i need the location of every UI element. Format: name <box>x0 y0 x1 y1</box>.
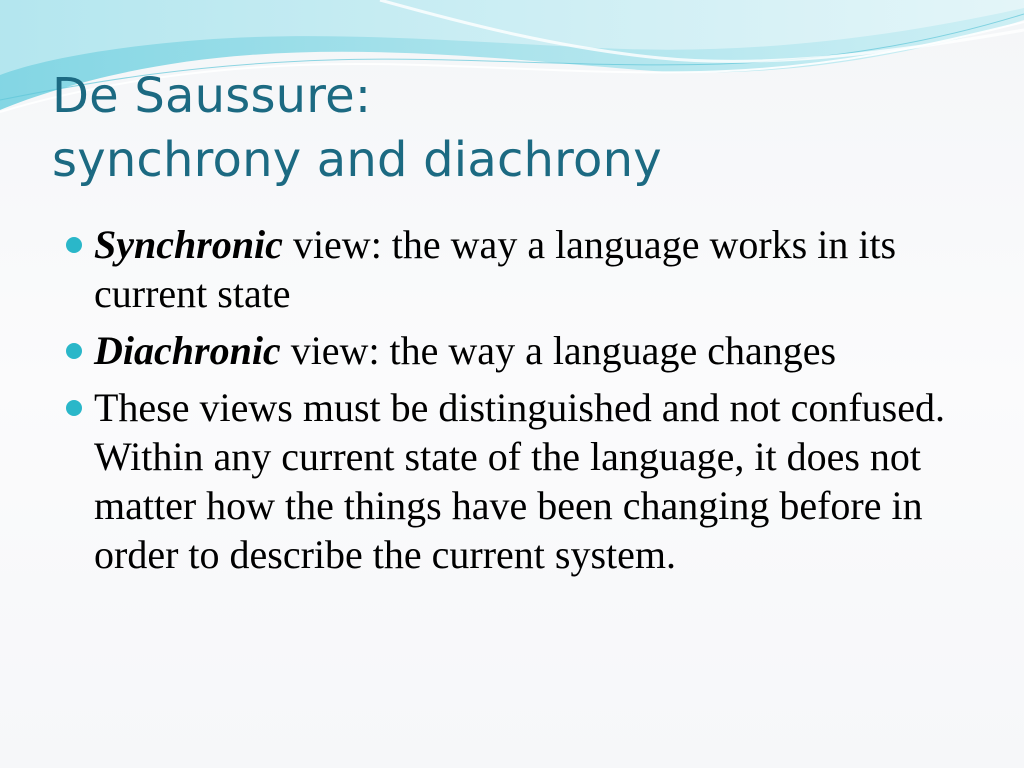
title-line-2: synchrony and diachrony <box>52 132 662 188</box>
bullet-text: view: the way a language changes <box>280 328 837 373</box>
bullet-dot-icon <box>66 400 82 416</box>
slide-title <box>52 64 662 192</box>
bullet-list <box>66 220 966 587</box>
bullet-text: These views must be distinguished and not confused. Within any current state of the language, it does not matter how the things have been changing before in order to describe the current system. <box>94 385 945 577</box>
bullet-dot-icon <box>66 237 82 253</box>
bullet-dot-icon <box>66 343 82 359</box>
bullet-item-diachronic <box>66 326 966 375</box>
bullet-item-distinction <box>66 383 966 579</box>
bullet-term: Diachronic <box>94 328 281 373</box>
bullet-text: view: the way a language works in its current state <box>94 222 897 316</box>
bullet-term: Synchronic <box>94 222 283 267</box>
bullet-item-synchronic <box>66 220 966 318</box>
title-line-1: De Saussure: <box>52 68 372 124</box>
